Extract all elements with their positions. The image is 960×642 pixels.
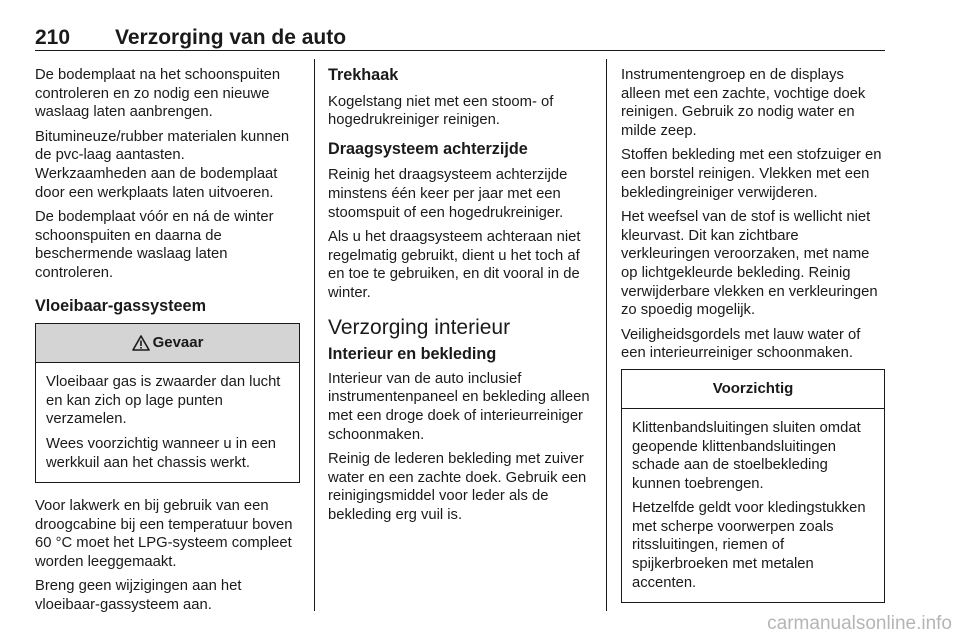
watermark: carmanualsonline.info — [767, 613, 952, 634]
warning-box-header — [36, 324, 299, 363]
caution-box-header — [622, 370, 884, 409]
paragraph: Interieur van de auto inclusief instrumentenpaneel en bekleding alleen met een droge doek of interieurreiniger schoonmaken. — [328, 370, 590, 443]
page-number: 210 — [35, 26, 71, 49]
paragraph: Breng geen wijzigingen aan het vloeibaar-gassysteem aan. — [35, 578, 242, 614]
warning-title: Gevaar — [152, 333, 204, 351]
section-heading-bekleding: Interieur en bekleding — [328, 345, 497, 364]
paragraph: Vloeibaar gas is zwaarder dan lucht en kan zich op lage punten verzamelen. — [46, 374, 281, 428]
column-3 — [621, 66, 885, 617]
paragraph: Stoffen bekleding met een stofzuiger en een borstel reinigen. Vlekken met een bekledingreiniger verwijderen. — [621, 147, 882, 201]
section-heading-trekhaak: Trekhaak — [328, 66, 399, 84]
section-heading-lpg: Vloeibaar-gassysteem — [35, 296, 206, 315]
section-heading-draagsysteem: Draagsysteem achterzijde — [328, 139, 528, 158]
caution-body — [622, 409, 884, 602]
column-divider-2 — [606, 59, 607, 611]
warning-body — [36, 363, 299, 482]
column-1 — [35, 66, 300, 621]
warning-triangle-icon — [132, 335, 150, 351]
paragraph: De bodemplaat na het schoonspuiten controleren en zo nodig een nieuwe waslaag laten aanbrengen. — [35, 67, 281, 121]
paragraph: Instrumentengroep en de displays alleen met een zachte, vochtige doek reinigen. Gebruik zo nodig water en milde zeep. — [621, 67, 866, 139]
page-title: Verzorging van de auto — [115, 26, 347, 49]
chapter-heading-interieur: Verzorging interieur — [328, 315, 511, 339]
column-divider-1 — [314, 59, 315, 611]
paragraph: Kogelstang niet met een stoom- of hogedrukreiniger reinigen. — [328, 93, 554, 129]
paragraph: Reinig het draagsysteem achterzijde minstens één keer per jaar met een stoomspuit of een hogedrukreiniger. — [328, 167, 568, 221]
paragraph: Veiligheidsgordels met lauw water of een interieurreiniger schoonmaken. — [621, 326, 861, 362]
paragraph: Hetzelfde geldt voor kledingstukken met scherpe voorwerpen zoals ritssluitingen, riemen of spijkerbroeken met metalen accenten. — [632, 500, 866, 591]
paragraph: Als u het draagsysteem achteraan niet regelmatig gebruikt, dient u het toch af en toe te gebruiken, en dit vooral in de winter. — [328, 229, 581, 301]
paragraph: Reinig de lederen bekleding met zuiver water en een zachte doek. Gebruik een reinigingsmiddel voor leder als de bekleding erg vuil is. — [328, 451, 587, 523]
caution-title: Voorzichtig — [712, 379, 794, 397]
warning-box — [35, 323, 300, 483]
paragraph: Bitumineuze/rubber materialen kunnen de pvc-laag aantasten. Werkzaamheden aan de bodemplaat door een werkplaats laten uitvoeren. — [35, 128, 290, 201]
paragraph: De bodemplaat vóór en ná de winter schoonspuiten en daarna de beschermende waslaag laten controleren. — [35, 209, 274, 281]
paragraph: Voor lakwerk en bij gebruik van een droogcabine bij een temperatuur boven 60 °C moet het LPG-systeem compleet worden leeggemaakt. — [35, 498, 293, 570]
caution-box — [621, 369, 885, 603]
paragraph: Klittenbandsluitingen sluiten omdat geopende klittenbandsluitingen schade aan de stoelbekleding kunnen toebrengen. — [632, 419, 861, 492]
header-divider — [35, 50, 885, 51]
page-header — [35, 26, 885, 52]
paragraph: Wees voorzichtig wanneer u in een werkkuil aan het chassis werkt. — [46, 435, 277, 471]
paragraph: Het weefsel van de stof is wellicht niet kleurvast. Dit kan zichtbare verkleuringen veroorzaken, met name op lichtgekleurde bekleding. Reinig verwijderbare vlekken en verkleuringen zo spoedig mogelijk. — [621, 209, 878, 319]
column-2 — [328, 66, 590, 530]
